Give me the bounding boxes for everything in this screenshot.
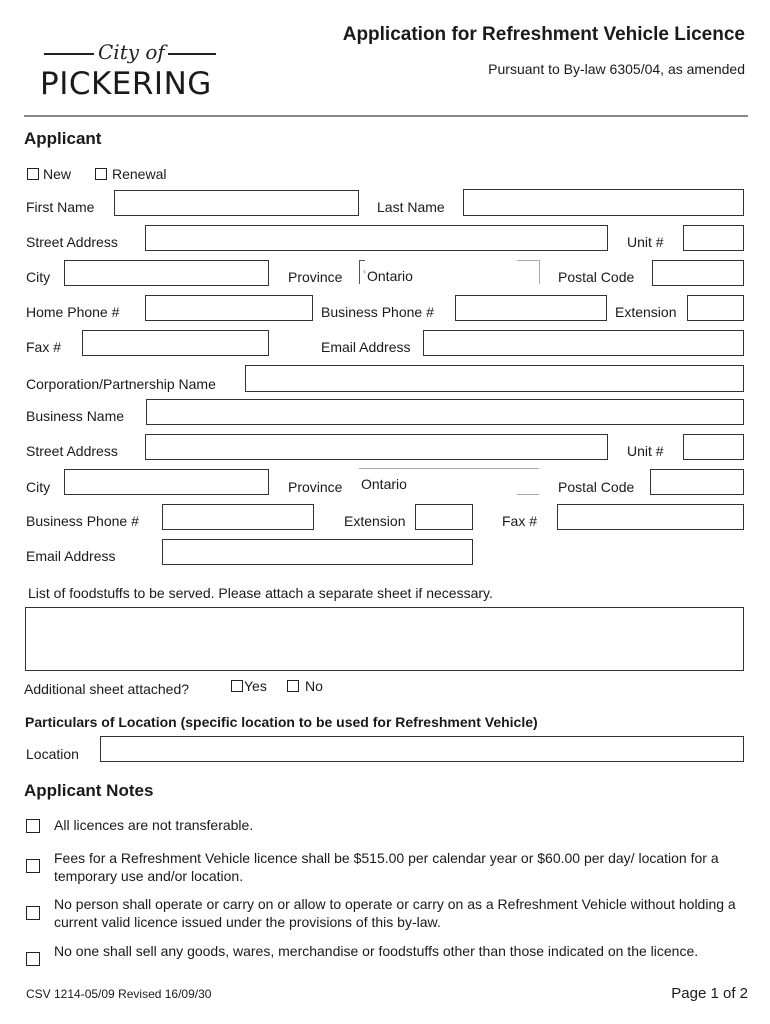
postal-code-label: Postal Code — [558, 269, 635, 285]
corporation-label: Corporation/Partnership Name — [26, 376, 216, 392]
page-number: Page 1 of 2 — [671, 985, 748, 1002]
business-phone-label: Business Phone # — [321, 304, 434, 320]
fax-field[interactable] — [82, 330, 269, 356]
logo-wordmark: PICKERING — [40, 66, 212, 102]
additional-sheet-label: Additional sheet attached? — [24, 681, 190, 697]
unit-field[interactable] — [683, 225, 744, 251]
renewal-label: Renewal — [112, 166, 167, 182]
city-field[interactable] — [64, 260, 269, 286]
foodstuffs-instruction: List of foodstuffs to be served. Please attach a separate sheet if necessary. — [28, 585, 493, 601]
form-title: Application for Refreshment Vehicle Licence — [342, 24, 745, 45]
form-code: CSV 1214-05/09 Revised 16/09/30 — [26, 987, 212, 1001]
business-city-field[interactable] — [64, 469, 269, 495]
form-subtitle: Pursuant to By-law 6305/04, as amended — [488, 61, 745, 77]
province-select[interactable] — [357, 258, 541, 286]
note-item-1: All licences are not transferable. — [54, 817, 254, 833]
applicant-notes-heading: Applicant Notes — [24, 781, 154, 800]
business-postal-field[interactable] — [650, 469, 744, 495]
business-postal-label: Postal Code — [558, 479, 635, 495]
province-select-right-top — [517, 260, 539, 261]
note-item-3: No person shall operate or carry on or allow to operate or carry on as a Refreshment Vehicle without holding a current valid licence issued under the provisions of this by-law. — [54, 896, 736, 930]
no-label: No — [305, 678, 323, 694]
note-checkbox-4[interactable] — [26, 952, 40, 966]
business-city-label: City — [26, 479, 51, 495]
location-label: Location — [26, 746, 79, 762]
business-street-field[interactable] — [145, 434, 608, 460]
city-logo — [40, 40, 220, 104]
business-province-label: Province — [288, 479, 343, 495]
last-name-field[interactable] — [463, 189, 744, 216]
province-select-left-edge — [359, 260, 360, 284]
note-item-2: Fees for a Refreshment Vehicle licence shall be $515.00 per calendar year or $60.00 per day/ location for a temporary use and/or location. — [54, 850, 719, 884]
postal-code-field[interactable] — [652, 260, 744, 286]
province-select-top-edge — [359, 260, 365, 261]
business-phone-field[interactable] — [455, 295, 607, 321]
foodstuffs-textarea[interactable] — [25, 607, 744, 671]
business-email-label: Email Address — [26, 548, 116, 564]
business-province-bottom-edge — [517, 494, 539, 495]
extension-label: Extension — [615, 304, 677, 320]
corporation-field[interactable] — [245, 365, 744, 392]
location-heading: Particulars of Location (specific location to be used for Refreshment Vehicle) — [25, 714, 538, 730]
province-select-right-edge — [539, 260, 540, 284]
province-value: Ontario — [367, 268, 413, 284]
first-name-label: First Name — [26, 199, 95, 215]
note-checkbox-1[interactable] — [26, 819, 40, 833]
note-checkbox-3[interactable] — [26, 906, 40, 920]
logo-rule-left — [44, 53, 94, 55]
new-checkbox[interactable] — [27, 168, 39, 180]
yes-checkbox[interactable] — [231, 680, 243, 692]
business-province-top-edge — [359, 468, 539, 469]
business-extension-label: Extension — [344, 513, 406, 529]
email-field[interactable] — [423, 330, 744, 356]
no-checkbox[interactable] — [287, 680, 299, 692]
unit-label: Unit # — [627, 234, 664, 250]
fax-label: Fax # — [26, 339, 62, 355]
home-phone-label: Home Phone # — [26, 304, 120, 320]
business-province-select[interactable] — [357, 467, 541, 495]
business-province-value: Ontario — [361, 476, 407, 492]
street-address-label: Street Address — [26, 234, 118, 250]
business-extension-field[interactable] — [415, 504, 473, 530]
business-fax-label: Fax # — [502, 513, 538, 529]
business-street-label: Street Address — [26, 443, 118, 459]
header-divider — [24, 115, 748, 117]
first-name-field[interactable] — [114, 190, 359, 216]
chevron-left-icon: ‹ — [363, 266, 366, 276]
new-label: New — [43, 166, 72, 182]
location-field[interactable] — [100, 736, 744, 762]
email-label: Email Address — [321, 339, 411, 355]
business-phone2-field[interactable] — [162, 504, 314, 530]
extension-field[interactable] — [687, 295, 744, 321]
note-item-4: No one shall sell any goods, wares, merchandise or foodstuffs other than those indicated on the licence. — [54, 943, 699, 959]
province-label: Province — [288, 269, 343, 285]
business-name-field[interactable] — [146, 399, 744, 425]
renewal-checkbox[interactable] — [95, 168, 107, 180]
city-label: City — [26, 269, 51, 285]
street-address-field[interactable] — [145, 225, 608, 251]
business-phone2-label: Business Phone # — [26, 513, 139, 529]
business-email-field[interactable] — [162, 539, 473, 565]
logo-script: City of — [98, 40, 165, 64]
business-name-label: Business Name — [26, 408, 125, 424]
last-name-label: Last Name — [377, 199, 445, 215]
home-phone-field[interactable] — [145, 295, 313, 321]
business-unit-field[interactable] — [683, 434, 744, 460]
yes-label: Yes — [244, 678, 267, 694]
applicant-heading: Applicant — [24, 129, 102, 148]
logo-rule-right — [168, 53, 216, 55]
note-checkbox-2[interactable] — [26, 859, 40, 873]
business-fax-field[interactable] — [557, 504, 744, 530]
business-unit-label: Unit # — [627, 443, 664, 459]
